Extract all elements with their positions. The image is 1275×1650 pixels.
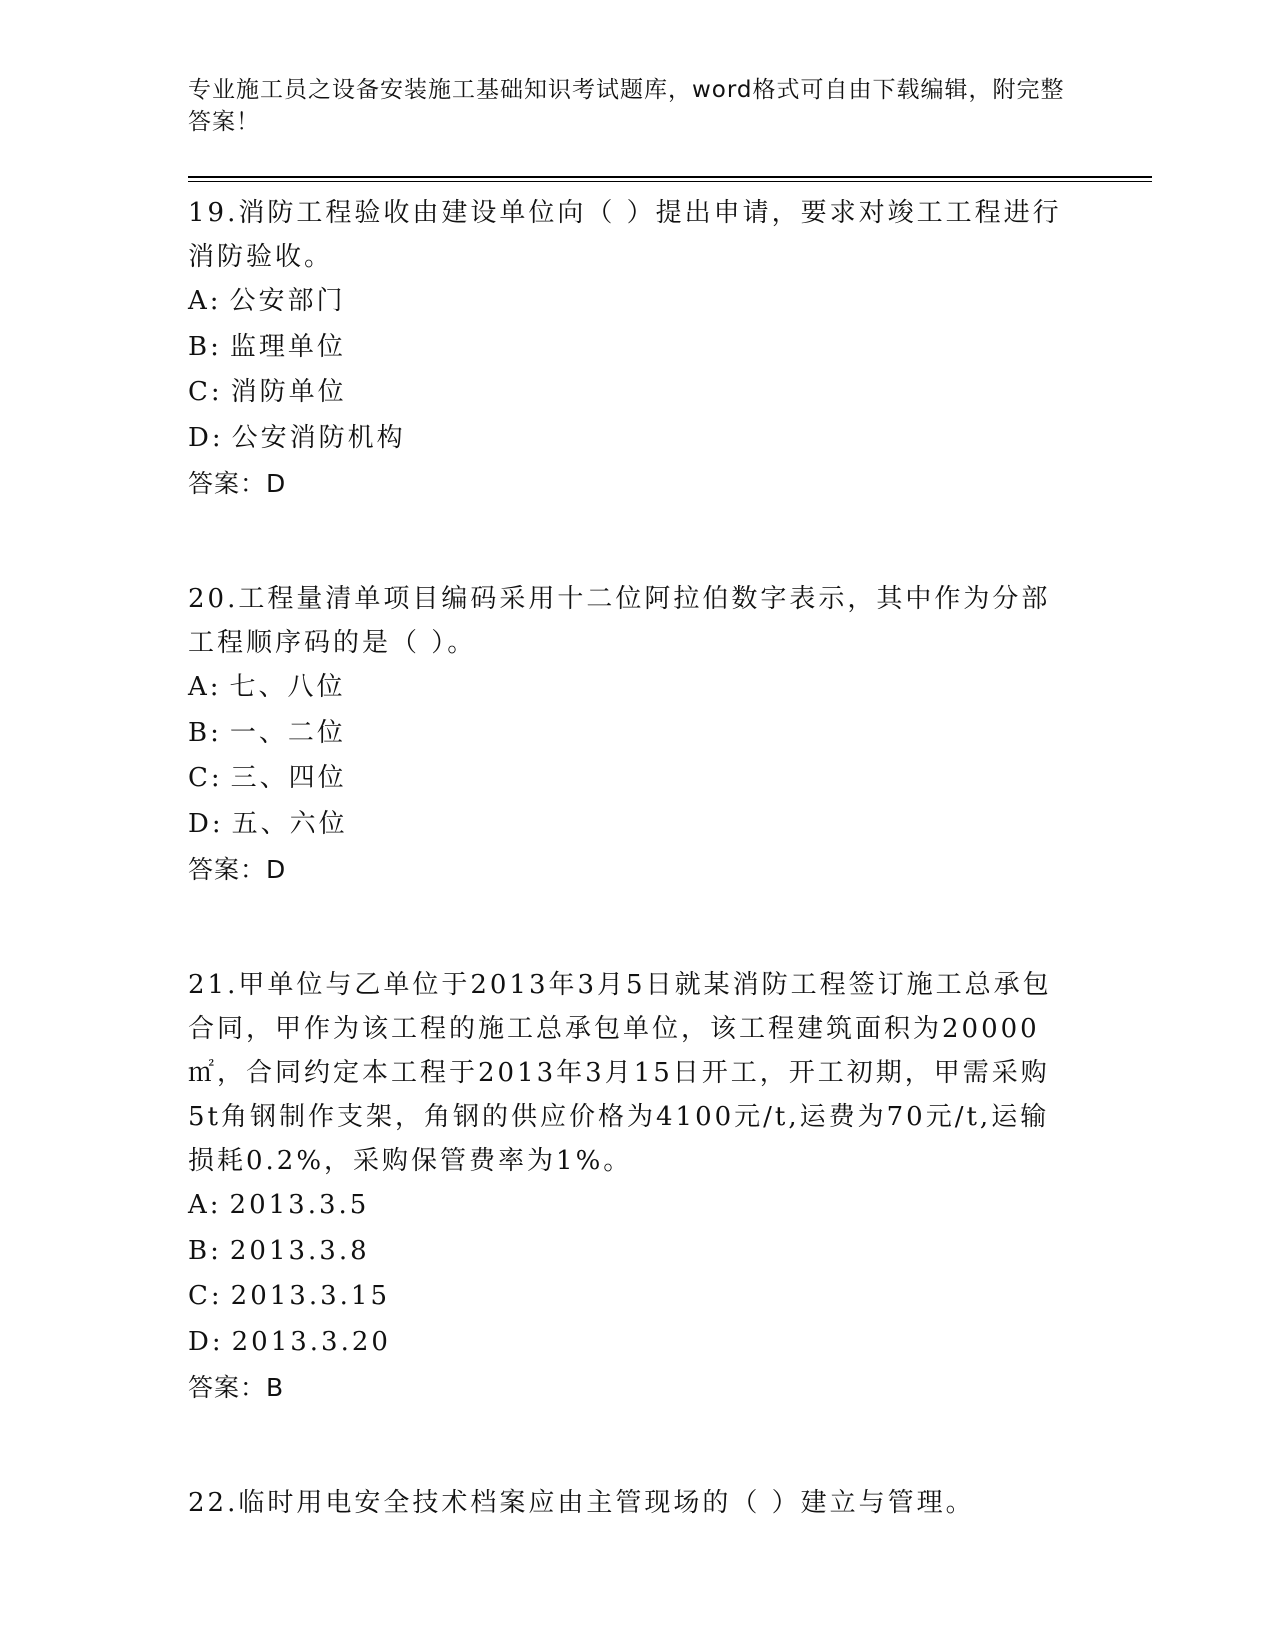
answer-line: 答案：D [188,469,287,498]
option-text: 2013.3.8 [229,1235,370,1266]
option-c [188,756,1078,802]
header-rule-thick [188,176,1152,178]
option-letter: C: [188,763,223,793]
option-d [188,1320,1078,1366]
question-21 [188,963,1078,1410]
option-text: 一、二位 [229,717,346,748]
option-letter: D: [188,1326,224,1357]
option-letter: A: [188,286,222,316]
option-list [188,665,1078,847]
option-letter: A: [188,1190,222,1220]
option-a [188,279,1078,325]
answer-line: 答案：B [188,1373,285,1402]
option-b [188,325,1078,371]
option-b [188,1229,1078,1275]
option-text: 2013.3.5 [229,1190,370,1220]
page-header: 专业施工员之设备安装施工基础知识考试题库，word格式可自由下载编辑，附完整答案！ [188,77,1065,135]
option-text: 公安部门 [229,286,346,316]
option-list [188,279,1078,461]
question-stem: 19.消防工程验收由建设单位向（ ）提出申请，要求对竣工工程进行消防验收。 [188,198,1062,272]
question-20 [188,577,1078,892]
question-19 [188,191,1078,506]
question-stem: 22.临时用电安全技术档案应由主管现场的（ ）建立与管理。 [188,1488,975,1518]
option-a [188,1183,1078,1229]
option-d [188,416,1078,462]
option-text: 公安消防机构 [231,422,406,453]
option-text: 2013.3.15 [230,1281,390,1311]
option-letter: B: [188,1235,222,1266]
option-d [188,802,1078,848]
option-letter: A: [188,672,222,702]
question-list [188,191,1078,1525]
question-22 [188,1481,1078,1525]
question-spacer [188,506,1078,577]
option-c [188,370,1078,416]
option-text: 五、六位 [231,808,348,839]
header-rule-thin [188,181,1152,182]
option-text: 监理单位 [229,331,346,362]
option-a [188,665,1078,711]
answer-line: 答案：D [188,855,287,884]
question-spacer [188,1410,1078,1481]
option-list [188,1183,1078,1365]
option-text: 三、四位 [230,763,347,793]
option-letter: D: [188,422,224,453]
option-text: 消防单位 [230,377,347,407]
question-spacer [188,892,1078,963]
option-letter: B: [188,331,222,362]
option-letter: D: [188,808,224,839]
option-text: 七、八位 [229,672,346,702]
option-letter: B: [188,717,222,748]
option-letter: C: [188,1281,223,1311]
option-text: 2013.3.20 [231,1326,391,1357]
question-stem: 21.甲单位与乙单位于2013年3月5日就某消防工程签订施工总承包合同，甲作为该工程的施工总承包单位，该工程建筑面积为20000㎡，合同约定本工程于2013年3月15日开工，开工初期，甲需采购5t角钢制作支架，角钢的供应价格为4100元/t,运费为70元/t,运输损耗0.2%，采购保管费率为1%。 [188,970,1052,1176]
question-stem: 20.工程量清单项目编码采用十二位阿拉伯数字表示，其中作为分部工程顺序码的是（ ）。 [188,584,1051,658]
option-b [188,711,1078,757]
option-c [188,1274,1078,1320]
option-letter: C: [188,377,223,407]
